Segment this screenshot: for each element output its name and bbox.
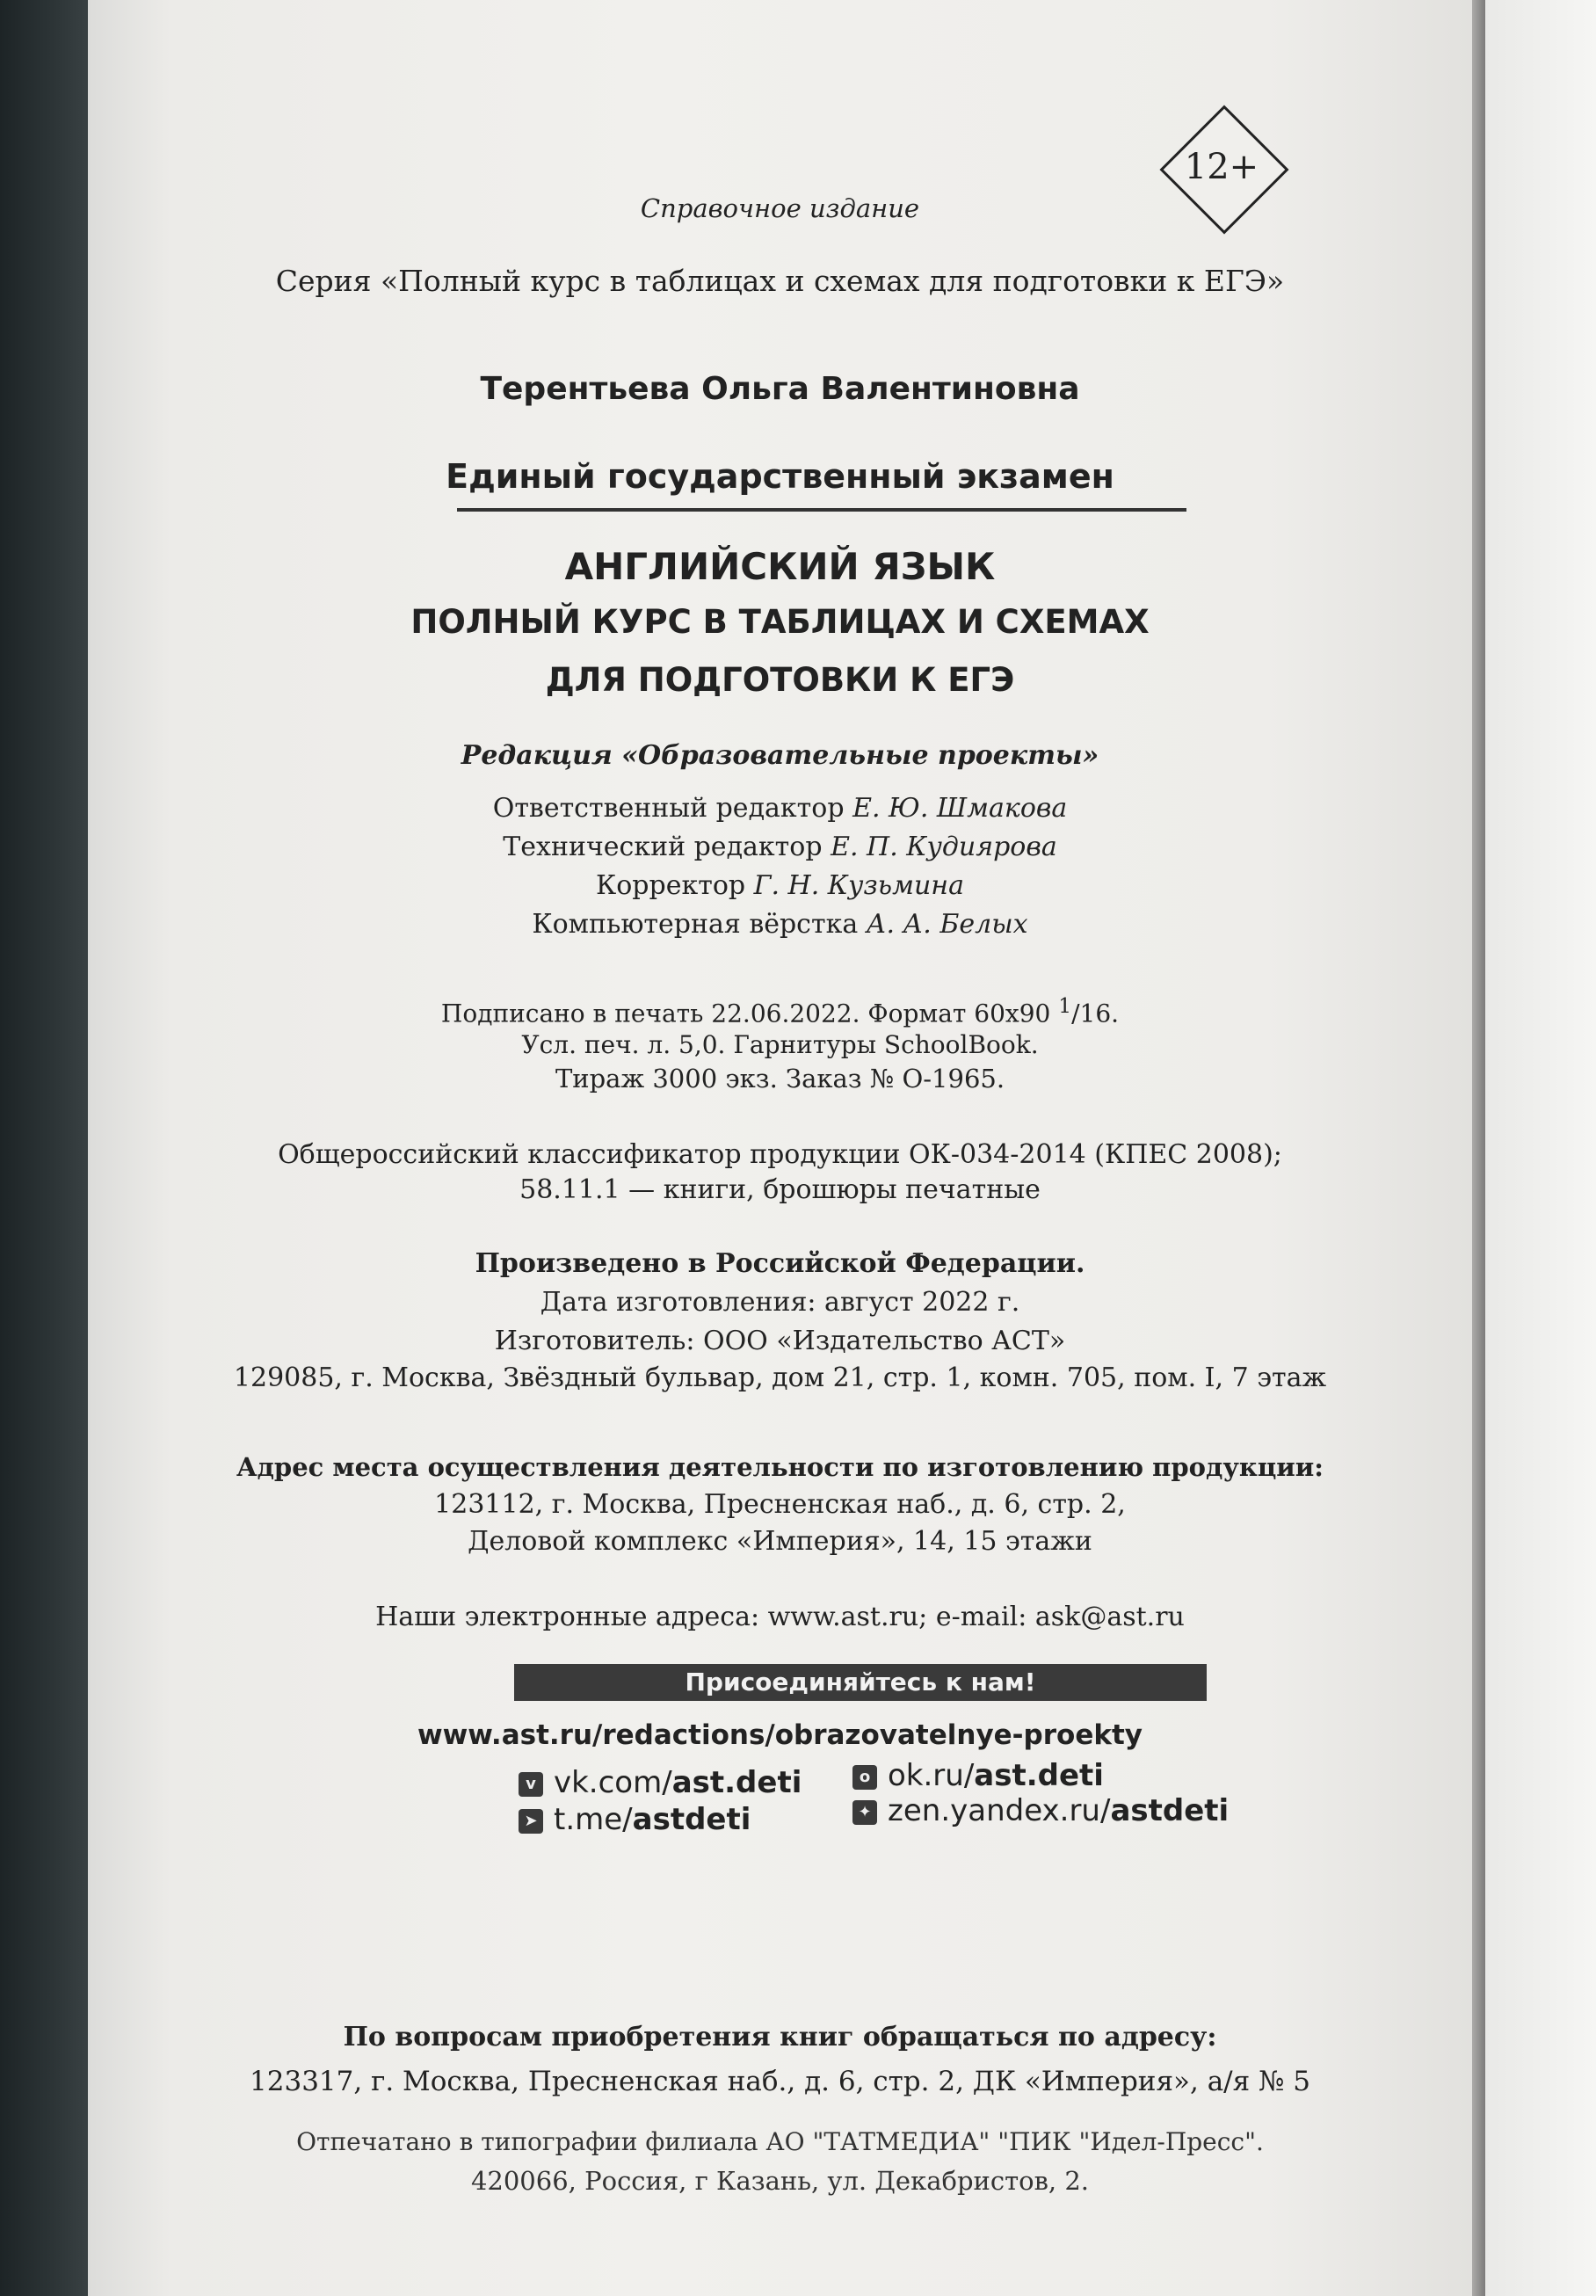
vk-handle: ast.deti bbox=[671, 1765, 802, 1800]
telegram-icon: ➤ bbox=[519, 1809, 543, 1834]
credit-line bbox=[88, 909, 1472, 940]
telegram-link[interactable] bbox=[519, 1802, 751, 1837]
online-addresses: Наши электронные адреса: www.ast.ru; e-mail: ask@ast.ru bbox=[375, 1602, 1185, 1632]
production-site-heading: Адрес места осуществления деятельности по изготовлению продукции: bbox=[236, 1452, 1324, 1482]
classifier-line-2: 58.11.1 — книги, брошюры печатные bbox=[519, 1174, 1041, 1205]
telegram-prefix: t.me/ bbox=[554, 1802, 633, 1837]
ok-icon: o bbox=[852, 1765, 877, 1790]
light-background-right bbox=[1485, 0, 1596, 2296]
format-numerator: 1 bbox=[1058, 993, 1072, 1018]
reference-edition: Справочное издание bbox=[640, 193, 920, 223]
manufacture-date: Дата изготовления: август 2022 г. bbox=[540, 1287, 1020, 1318]
produced-in: Произведено в Российской Федерации. bbox=[475, 1248, 1085, 1279]
format-denominator: /16 bbox=[1071, 999, 1112, 1028]
credit-person: Г. Н. Кузьмина bbox=[753, 870, 964, 901]
manufacturer-address: 129085, г. Москва, Звёздный бульвар, дом 21, стр. 1, комн. 705, пом. I, 7 этаж bbox=[233, 1362, 1327, 1393]
ok-handle: ast.deti bbox=[974, 1758, 1104, 1793]
author-name: Терентьева Ольга Валентиновна bbox=[480, 371, 1080, 407]
credit-person: А. А. Белых bbox=[866, 909, 1028, 940]
manufacturer-name: Изготовитель: ООО «Издательство АСТ» bbox=[494, 1326, 1066, 1356]
dark-background-left bbox=[0, 0, 97, 2296]
credit-line bbox=[88, 870, 1472, 901]
zen-link[interactable] bbox=[852, 1793, 1229, 1828]
title-line-1: АНГЛИЙСКИЙ ЯЗЫК bbox=[564, 545, 996, 588]
vk-link[interactable] bbox=[519, 1765, 802, 1800]
vk-icon: v bbox=[519, 1772, 543, 1797]
print-info-line-1 bbox=[88, 993, 1472, 1028]
title-rule bbox=[457, 508, 1186, 512]
book-imprint-page bbox=[88, 0, 1472, 2296]
ok-prefix: ok.ru/ bbox=[888, 1758, 975, 1793]
print-info-text: Подписано в печать 22.06.2022. Формат 60х90 bbox=[440, 999, 1059, 1028]
vk-prefix: vk.com/ bbox=[554, 1765, 672, 1800]
title-line-2: ПОЛНЫЙ КУРС В ТАБЛИЦАХ И СХЕМАХ bbox=[410, 603, 1150, 641]
purchase-heading: По вопросам приобретения книг обращаться по адресу: bbox=[343, 2022, 1217, 2053]
credit-role: Компьютерная вёрстка bbox=[532, 909, 867, 940]
age-rating-text: 12+ bbox=[1184, 147, 1259, 187]
printer-line-1: Отпечатано в типографии филиала АО "ТАТМЕДИА" "ПИК "Идел-Пресс". bbox=[296, 2127, 1264, 2156]
credit-role: Ответственный редактор bbox=[492, 793, 853, 824]
credit-role: Корректор bbox=[596, 870, 754, 901]
ok-link[interactable] bbox=[852, 1758, 1104, 1793]
title-line-3: ДЛЯ ПОДГОТОВКИ К ЕГЭ bbox=[545, 661, 1015, 699]
join-us-banner: Присоединяйтесь к нам! bbox=[514, 1664, 1207, 1701]
production-site-line-2: Деловой комплекс «Империя», 14, 15 этажи bbox=[468, 1526, 1092, 1557]
print-info-line-2: Усл. печ. л. 5,0. Гарнитуры SchoolBook. bbox=[521, 1030, 1039, 1059]
print-info-suffix: . bbox=[1111, 999, 1120, 1028]
zen-prefix: zen.yandex.ru/ bbox=[888, 1793, 1111, 1828]
print-info-line-3: Тираж 3000 экз. Заказ № О-1965. bbox=[555, 1064, 1005, 1094]
production-site-line-1: 123112, г. Москва, Пресненская наб., д. 6, стр. 2, bbox=[434, 1489, 1126, 1520]
purchase-address: 123317, г. Москва, Пресненская наб., д. 6, стр. 2, ДК «Империя», а/я № 5 bbox=[250, 2066, 1310, 2097]
credit-line bbox=[88, 832, 1472, 862]
classifier-line-1: Общероссийский классификатор продукции ОК-034-2014 (КПЕС 2008); bbox=[278, 1139, 1282, 1170]
credit-role: Технический редактор bbox=[503, 832, 831, 862]
credit-line bbox=[88, 793, 1472, 824]
printer-line-2: 420066, Россия, г Казань, ул. Декабристов, 2. bbox=[470, 2166, 1090, 2196]
redaction-url[interactable]: www.ast.ru/redactions/obrazovatelnye-proekty bbox=[417, 1719, 1143, 1751]
exam-name: Единый государственный экзамен bbox=[446, 457, 1114, 496]
credit-person: Е. Ю. Шмакова bbox=[852, 793, 1068, 824]
credit-person: Е. П. Кудиярова bbox=[831, 832, 1057, 862]
zen-handle: astdeti bbox=[1110, 1793, 1230, 1828]
zen-icon: ✦ bbox=[852, 1800, 877, 1825]
series-line: Серия «Полный курс в таблицах и схемах для подготовки к ЕГЭ» bbox=[275, 264, 1285, 298]
editorial-office: Редакция «Образовательные проекты» bbox=[461, 740, 1099, 771]
telegram-handle: astdeti bbox=[632, 1802, 751, 1837]
